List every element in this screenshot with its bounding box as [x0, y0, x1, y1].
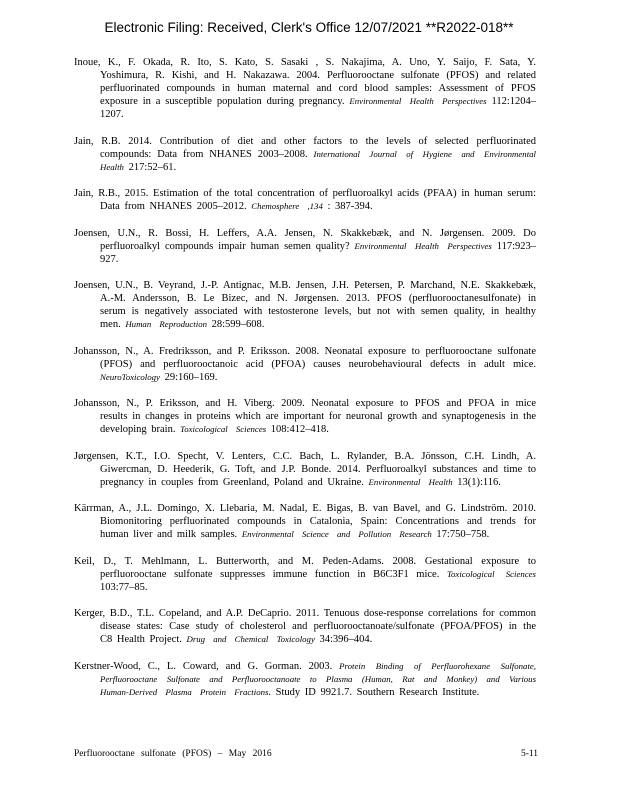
reference-entry — [74, 660, 536, 699]
filing-stamp: Electronic Filing: Received, Clerk's Office 12/07/2021 **R2022-018** — [104, 20, 514, 35]
footer-title: Perfluorooctane sulfonate (PFOS) – May 2016 — [74, 749, 272, 759]
reference-text: Joensen, U.N., B. Veyrand, J.-P. Antignac, M.B. Jensen, J.H. Petersen, P. Marchand, N.E. Skakkebæk, A.-M. Andersson, B. Le Bizec, and N. Jørgensen. 2013. PFOS (perfluorooctanesulfonate) in serum is negatively associated with testosterone levels, but not with semen quality, in healthy men. — [74, 280, 536, 330]
reference-text: Joensen, U.N., R. Bossi, H. Leffers, A.A. Jensen, N. Skakkebæk, and N. Jørgensen. 2009. Do perfluoroalkyl compounds impair human semen quality? — [74, 227, 536, 252]
journal-name: Toxicological Sciences — [446, 568, 536, 579]
journal-name: Drug and Chemical Toxicology — [186, 634, 315, 644]
reference-citation: . Study ID 9921.7. Southern Research Institute. — [268, 686, 480, 698]
reference-entry — [74, 397, 536, 436]
reference-list — [74, 56, 536, 712]
reference-entry — [74, 345, 536, 384]
reference-entry — [74, 135, 536, 174]
reference-text: Keil, D., T. Mehlmann, L. Butterworth, and M. Peden-Adams. 2008. Gestational exposure to perfluorooctane sulfonate suppresses immune function in B6C3F1 mice. — [74, 555, 536, 580]
reference-citation: 112:1204–1207. — [100, 96, 536, 120]
reference-citation: 217:52–61. — [123, 161, 177, 173]
journal-name: NeuroToxicology — [100, 371, 160, 382]
reference-entry — [74, 450, 536, 489]
journal-name: International Journal of Hygiene and Environmental Health — [100, 148, 536, 172]
reference-citation: : 387-394. — [322, 201, 373, 212]
journal-name: Human Reproduction — [125, 319, 207, 329]
journal-name: Environmental Health — [368, 476, 453, 487]
reference-entry — [74, 187, 536, 213]
reference-text: Johansson, N., P. Eriksson, and H. Viberg. 2009. Neonatal exposure to PFOS and PFOA in mice results in changes in proteins which are important for neuronal growth and synaptogenesis in the developing brain. — [74, 398, 536, 435]
journal-name: Environmental Science and Pollution Research — [241, 529, 432, 539]
journal-name: Chemosphere ,134 — [251, 201, 323, 211]
reference-text: Jørgensen, K.T., I.O. Specht, V. Lenters, C.C. Bach, L. Rylander, B.A. Jönsson, C.H. Lindh, A. Giwercman, D. Heederik, G. Toft, and J.P. Bonde. 2014. Perfluoroalkyl substances and time to pregnancy in couples from Greenland, Poland and Ukraine. — [74, 450, 536, 488]
reference-citation: 103:77–85. — [100, 581, 148, 593]
reference-text: Kerstner-Wood, C., L. Coward, and G. Gorman. 2003. — [74, 660, 333, 672]
reference-entry — [74, 279, 536, 331]
reference-entry — [74, 502, 536, 541]
journal-name: Environmental Health Perspectives — [349, 96, 487, 106]
journal-name: Environmental Health Perspectives — [354, 240, 492, 251]
reference-text: Jain, R.B., 2015. Estimation of the total concentration of perfluoroalkyl acids (PFAA) in human serum: Data from NHANES 2005–2012. — [74, 188, 536, 212]
reference-citation: 108:412–418. — [266, 424, 329, 435]
journal-name: Protein Binding of Perfluorohexane Sulfonate, Perfluorooctane Sulfonate and Perfluorooctanoate to Plasma (Human, Rat and Monkey) and Various Human-Derived Plasma Protein Fractions — [100, 660, 536, 697]
reference-citation: 29:160–169. — [159, 371, 218, 383]
reference-entry — [74, 227, 536, 266]
reference-text: Jain, R.B. 2014. Contribution of diet and other factors to the levels of selected perfluorinated compounds: Data from NHANES 2003–2008. — [74, 135, 536, 160]
reference-text: Johansson, N., A. Fredriksson, and P. Eriksson. 2008. Neonatal exposure to perfluorooctane sulfonate (PFOS) and perfluorooctanoic acid (PFOA) causes neurobehavioural defects in adult mice. — [74, 345, 536, 370]
reference-citation: 17:750–758. — [431, 529, 490, 540]
reference-text: Kärrman, A., J.L. Domingo, X. Llebaria, M. Nadal, E. Bigas, B. van Bavel, and G. Lindström. 2010. Biomonitoring perfluorinated compounds in Catalonia, Spain: Concentrations and trends for human liver and milk samples. — [74, 503, 536, 540]
reference-entry — [74, 555, 536, 594]
reference-citation: 13(1):116. — [452, 476, 501, 488]
reference-entry — [74, 607, 536, 646]
reference-citation: 34:396–404. — [314, 634, 373, 645]
reference-text: Kerger, B.D., T.L. Copeland, and A.P. DeCaprio. 2011. Tenuous dose-response correlations for common disease states: Case study of cholesterol and perfluorooctanoate/sulfonate (PFOA/PFOS) in the C8 Health Project. — [74, 608, 536, 645]
page-number: 5-11 — [520, 749, 538, 759]
journal-name: Toxicological Sciences — [180, 424, 267, 434]
reference-text: Inoue, K., F. Okada, R. Ito, S. Kato, S. Sasaki , S. Nakajima, A. Uno, Y. Saijo, F. Sata, Y. Yoshimura, R. Kishi, and H. Nakazawa. 2004. Perfluorooctane sulfonate (PFOS) and related perfluorinated compounds in human maternal and cord blood samples: Assessment of PFOS exposure in a susceptible population during pregnancy. — [74, 57, 536, 107]
reference-citation: 28:599–608. — [207, 319, 265, 330]
reference-citation: 117:923–927. — [100, 240, 537, 265]
reference-entry — [74, 56, 536, 121]
